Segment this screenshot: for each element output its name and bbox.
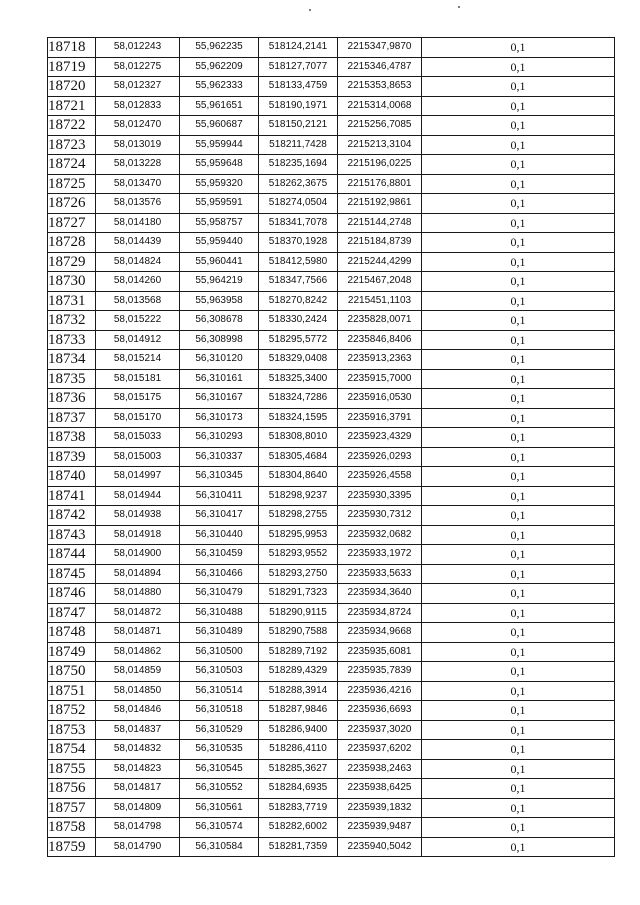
accuracy-cell: 0,1 [422,135,615,155]
longitude-cell: 55,959320 [180,174,259,194]
x-coordinate-cell: 518325,3400 [259,369,338,389]
point-number-cell: 18718 [48,38,96,58]
x-coordinate-cell: 518341,7078 [259,213,338,233]
table-row [48,135,615,155]
table-row [48,584,615,604]
table-row [48,837,615,857]
x-coordinate-cell: 518262,3675 [259,174,338,194]
y-coordinate-cell: 2215213,3104 [338,135,422,155]
x-coordinate-cell: 518324,7286 [259,389,338,409]
point-number-cell: 18734 [48,350,96,370]
y-coordinate-cell: 2235939,1832 [338,798,422,818]
accuracy-cell: 0,1 [422,584,615,604]
longitude-cell: 56,308998 [180,330,259,350]
point-number-cell: 18747 [48,603,96,623]
x-coordinate-cell: 518211,7428 [259,135,338,155]
y-coordinate-cell: 2235913,2363 [338,350,422,370]
x-coordinate-cell: 518293,9552 [259,545,338,565]
latitude-cell: 58,014846 [96,701,180,721]
latitude-cell: 58,014832 [96,740,180,760]
longitude-cell: 56,310500 [180,642,259,662]
accuracy-cell: 0,1 [422,623,615,643]
y-coordinate-cell: 2215192,9861 [338,194,422,214]
point-number-cell: 18745 [48,564,96,584]
point-number-cell: 18744 [48,545,96,565]
x-coordinate-cell: 518329,0408 [259,350,338,370]
latitude-cell: 58,014180 [96,213,180,233]
longitude-cell: 56,310173 [180,408,259,428]
y-coordinate-cell: 2235939,9487 [338,818,422,838]
y-coordinate-cell: 2235935,7839 [338,662,422,682]
latitude-cell: 58,014944 [96,486,180,506]
table-row [48,252,615,272]
accuracy-cell: 0,1 [422,174,615,194]
y-coordinate-cell: 2215346,4787 [338,57,422,77]
table-row [48,116,615,136]
point-number-cell: 18736 [48,389,96,409]
longitude-cell: 56,310529 [180,720,259,740]
point-number-cell: 18722 [48,116,96,136]
point-number-cell: 18726 [48,194,96,214]
accuracy-cell: 0,1 [422,486,615,506]
longitude-cell: 56,310417 [180,506,259,526]
latitude-cell: 58,013228 [96,155,180,175]
x-coordinate-cell: 518282,6002 [259,818,338,838]
y-coordinate-cell: 2235915,7000 [338,369,422,389]
longitude-cell: 56,310518 [180,701,259,721]
latitude-cell: 58,014260 [96,272,180,292]
coordinates-table [47,37,615,857]
accuracy-cell: 0,1 [422,252,615,272]
x-coordinate-cell: 518295,5772 [259,330,338,350]
accuracy-cell: 0,1 [422,798,615,818]
longitude-cell: 55,958757 [180,213,259,233]
table-row [48,330,615,350]
accuracy-cell: 0,1 [422,194,615,214]
latitude-cell: 58,015214 [96,350,180,370]
latitude-cell: 58,014997 [96,467,180,487]
point-number-cell: 18727 [48,213,96,233]
latitude-cell: 58,013576 [96,194,180,214]
longitude-cell: 56,310489 [180,623,259,643]
table-row [48,57,615,77]
accuracy-cell: 0,1 [422,38,615,58]
y-coordinate-cell: 2235934,3640 [338,584,422,604]
longitude-cell: 56,310584 [180,837,259,857]
x-coordinate-cell: 518235,1694 [259,155,338,175]
point-number-cell: 18755 [48,759,96,779]
longitude-cell: 56,310337 [180,447,259,467]
x-coordinate-cell: 518290,7588 [259,623,338,643]
accuracy-cell: 0,1 [422,291,615,311]
latitude-cell: 58,012327 [96,77,180,97]
table-row [48,428,615,448]
y-coordinate-cell: 2215451,1103 [338,291,422,311]
y-coordinate-cell: 2235936,6693 [338,701,422,721]
longitude-cell: 56,310440 [180,525,259,545]
accuracy-cell: 0,1 [422,779,615,799]
x-coordinate-cell: 518124,2141 [259,38,338,58]
latitude-cell: 58,014938 [96,506,180,526]
accuracy-cell: 0,1 [422,233,615,253]
y-coordinate-cell: 2215184,8739 [338,233,422,253]
accuracy-cell: 0,1 [422,720,615,740]
longitude-cell: 55,962333 [180,77,259,97]
latitude-cell: 58,015170 [96,408,180,428]
point-number-cell: 18748 [48,623,96,643]
latitude-cell: 58,015181 [96,369,180,389]
x-coordinate-cell: 518291,7323 [259,584,338,604]
longitude-cell: 56,310120 [180,350,259,370]
table-row [48,779,615,799]
y-coordinate-cell: 2215314,0068 [338,96,422,116]
x-coordinate-cell: 518288,3914 [259,681,338,701]
table-row [48,740,615,760]
table-row [48,623,615,643]
accuracy-cell: 0,1 [422,77,615,97]
latitude-cell: 58,014823 [96,759,180,779]
y-coordinate-cell: 2235940,5042 [338,837,422,857]
longitude-cell: 56,310411 [180,486,259,506]
longitude-cell: 55,959648 [180,155,259,175]
accuracy-cell: 0,1 [422,564,615,584]
table-row [48,798,615,818]
accuracy-cell: 0,1 [422,467,615,487]
latitude-cell: 58,014912 [96,330,180,350]
table-row [48,389,615,409]
longitude-cell: 56,310167 [180,389,259,409]
accuracy-cell: 0,1 [422,369,615,389]
y-coordinate-cell: 2235930,7312 [338,506,422,526]
latitude-cell: 58,014439 [96,233,180,253]
x-coordinate-cell: 518283,7719 [259,798,338,818]
longitude-cell: 56,310479 [180,584,259,604]
table-row [48,506,615,526]
accuracy-cell: 0,1 [422,506,615,526]
table-row [48,213,615,233]
accuracy-cell: 0,1 [422,350,615,370]
latitude-cell: 58,015003 [96,447,180,467]
y-coordinate-cell: 2235933,1972 [338,545,422,565]
y-coordinate-cell: 2215256,7085 [338,116,422,136]
table-row [48,525,615,545]
y-coordinate-cell: 2215176,8801 [338,174,422,194]
longitude-cell: 56,310459 [180,545,259,565]
longitude-cell: 55,963958 [180,291,259,311]
longitude-cell: 56,310561 [180,798,259,818]
accuracy-cell: 0,1 [422,428,615,448]
y-coordinate-cell: 2235846,8406 [338,330,422,350]
point-number-cell: 18738 [48,428,96,448]
y-coordinate-cell: 2215244,4299 [338,252,422,272]
x-coordinate-cell: 518289,7192 [259,642,338,662]
point-number-cell: 18725 [48,174,96,194]
longitude-cell: 55,959591 [180,194,259,214]
point-number-cell: 18731 [48,291,96,311]
x-coordinate-cell: 518289,4329 [259,662,338,682]
latitude-cell: 58,014850 [96,681,180,701]
y-coordinate-cell: 2235936,4216 [338,681,422,701]
table-row [48,467,615,487]
y-coordinate-cell: 2235937,6202 [338,740,422,760]
table-row [48,681,615,701]
table-row [48,759,615,779]
x-coordinate-cell: 518287,9846 [259,701,338,721]
latitude-cell: 58,014862 [96,642,180,662]
latitude-cell: 58,014894 [96,564,180,584]
table-row [48,447,615,467]
latitude-cell: 58,013470 [96,174,180,194]
table-row [48,174,615,194]
y-coordinate-cell: 2235938,2463 [338,759,422,779]
table-row [48,77,615,97]
latitude-cell: 58,014871 [96,623,180,643]
longitude-cell: 56,310503 [180,662,259,682]
point-number-cell: 18733 [48,330,96,350]
longitude-cell: 55,961651 [180,96,259,116]
point-number-cell: 18752 [48,701,96,721]
x-coordinate-cell: 518284,6935 [259,779,338,799]
longitude-cell: 56,310545 [180,759,259,779]
x-coordinate-cell: 518295,9953 [259,525,338,545]
latitude-cell: 58,015175 [96,389,180,409]
latitude-cell: 58,012243 [96,38,180,58]
x-coordinate-cell: 518304,8640 [259,467,338,487]
longitude-cell: 56,310293 [180,428,259,448]
longitude-cell: 55,962235 [180,38,259,58]
table-row [48,545,615,565]
longitude-cell: 56,310466 [180,564,259,584]
accuracy-cell: 0,1 [422,116,615,136]
table-row [48,96,615,116]
y-coordinate-cell: 2235937,3020 [338,720,422,740]
x-coordinate-cell: 518324,1595 [259,408,338,428]
point-number-cell: 18742 [48,506,96,526]
table-row [48,486,615,506]
x-coordinate-cell: 518285,3627 [259,759,338,779]
y-coordinate-cell: 2215347,9870 [338,38,422,58]
latitude-cell: 58,013019 [96,135,180,155]
accuracy-cell: 0,1 [422,330,615,350]
latitude-cell: 58,014798 [96,818,180,838]
latitude-cell: 58,012470 [96,116,180,136]
longitude-cell: 56,310161 [180,369,259,389]
y-coordinate-cell: 2235938,6425 [338,779,422,799]
x-coordinate-cell: 518293,2750 [259,564,338,584]
point-number-cell: 18737 [48,408,96,428]
point-number-cell: 18721 [48,96,96,116]
point-number-cell: 18751 [48,681,96,701]
x-coordinate-cell: 518298,2755 [259,506,338,526]
point-number-cell: 18730 [48,272,96,292]
accuracy-cell: 0,1 [422,389,615,409]
latitude-cell: 58,014817 [96,779,180,799]
longitude-cell: 56,310535 [180,740,259,760]
table-row [48,701,615,721]
latitude-cell: 58,014900 [96,545,180,565]
point-number-cell: 18757 [48,798,96,818]
longitude-cell: 56,310552 [180,779,259,799]
longitude-cell: 55,959944 [180,135,259,155]
latitude-cell: 58,014872 [96,603,180,623]
latitude-cell: 58,014837 [96,720,180,740]
y-coordinate-cell: 2235930,3395 [338,486,422,506]
table-row [48,350,615,370]
point-number-cell: 18729 [48,252,96,272]
table-row [48,194,615,214]
longitude-cell: 56,308678 [180,311,259,331]
x-coordinate-cell: 518286,4110 [259,740,338,760]
accuracy-cell: 0,1 [422,681,615,701]
latitude-cell: 58,015033 [96,428,180,448]
accuracy-cell: 0,1 [422,545,615,565]
table-row [48,155,615,175]
x-coordinate-cell: 518298,9237 [259,486,338,506]
y-coordinate-cell: 2235934,8724 [338,603,422,623]
accuracy-cell: 0,1 [422,447,615,467]
point-number-cell: 18728 [48,233,96,253]
accuracy-cell: 0,1 [422,818,615,838]
table-row [48,272,615,292]
accuracy-cell: 0,1 [422,311,615,331]
latitude-cell: 58,015222 [96,311,180,331]
x-coordinate-cell: 518305,4684 [259,447,338,467]
accuracy-cell: 0,1 [422,57,615,77]
scan-speck [309,9,311,11]
point-number-cell: 18735 [48,369,96,389]
x-coordinate-cell: 518330,2424 [259,311,338,331]
scan-speck [458,6,460,8]
x-coordinate-cell: 518270,8242 [259,291,338,311]
accuracy-cell: 0,1 [422,525,615,545]
accuracy-cell: 0,1 [422,701,615,721]
y-coordinate-cell: 2235916,0530 [338,389,422,409]
accuracy-cell: 0,1 [422,759,615,779]
point-number-cell: 18743 [48,525,96,545]
y-coordinate-cell: 2235926,0293 [338,447,422,467]
x-coordinate-cell: 518308,8010 [259,428,338,448]
latitude-cell: 58,014790 [96,837,180,857]
y-coordinate-cell: 2235935,6081 [338,642,422,662]
longitude-cell: 56,310574 [180,818,259,838]
coordinates-table-body [48,38,615,857]
x-coordinate-cell: 518150,2121 [259,116,338,136]
accuracy-cell: 0,1 [422,155,615,175]
x-coordinate-cell: 518274,0504 [259,194,338,214]
y-coordinate-cell: 2235933,5633 [338,564,422,584]
longitude-cell: 56,310514 [180,681,259,701]
latitude-cell: 58,012275 [96,57,180,77]
y-coordinate-cell: 2215196,0225 [338,155,422,175]
table-row [48,720,615,740]
longitude-cell: 55,960687 [180,116,259,136]
accuracy-cell: 0,1 [422,603,615,623]
point-number-cell: 18720 [48,77,96,97]
longitude-cell: 56,310345 [180,467,259,487]
y-coordinate-cell: 2215353,8653 [338,77,422,97]
accuracy-cell: 0,1 [422,96,615,116]
y-coordinate-cell: 2235934,9668 [338,623,422,643]
latitude-cell: 58,014859 [96,662,180,682]
longitude-cell: 55,964219 [180,272,259,292]
point-number-cell: 18732 [48,311,96,331]
x-coordinate-cell: 518133,4759 [259,77,338,97]
point-number-cell: 18758 [48,818,96,838]
y-coordinate-cell: 2235932,0682 [338,525,422,545]
longitude-cell: 55,962209 [180,57,259,77]
latitude-cell: 58,014809 [96,798,180,818]
y-coordinate-cell: 2215467,2048 [338,272,422,292]
latitude-cell: 58,014880 [96,584,180,604]
table-row [48,642,615,662]
accuracy-cell: 0,1 [422,740,615,760]
x-coordinate-cell: 518412,5980 [259,252,338,272]
y-coordinate-cell: 2215144,2748 [338,213,422,233]
accuracy-cell: 0,1 [422,408,615,428]
x-coordinate-cell: 518286,9400 [259,720,338,740]
x-coordinate-cell: 518290,9115 [259,603,338,623]
point-number-cell: 18719 [48,57,96,77]
point-number-cell: 18749 [48,642,96,662]
accuracy-cell: 0,1 [422,213,615,233]
accuracy-cell: 0,1 [422,837,615,857]
longitude-cell: 56,310488 [180,603,259,623]
y-coordinate-cell: 2235926,4558 [338,467,422,487]
accuracy-cell: 0,1 [422,662,615,682]
table-row [48,603,615,623]
table-row [48,233,615,253]
point-number-cell: 18739 [48,447,96,467]
longitude-cell: 55,959440 [180,233,259,253]
x-coordinate-cell: 518347,7566 [259,272,338,292]
point-number-cell: 18759 [48,837,96,857]
latitude-cell: 58,013568 [96,291,180,311]
latitude-cell: 58,012833 [96,96,180,116]
table-row [48,662,615,682]
latitude-cell: 58,014918 [96,525,180,545]
y-coordinate-cell: 2235916,3791 [338,408,422,428]
x-coordinate-cell: 518281,7359 [259,837,338,857]
x-coordinate-cell: 518190,1971 [259,96,338,116]
point-number-cell: 18724 [48,155,96,175]
point-number-cell: 18750 [48,662,96,682]
table-row [48,311,615,331]
longitude-cell: 55,960441 [180,252,259,272]
table-row [48,38,615,58]
point-number-cell: 18753 [48,720,96,740]
table-row [48,291,615,311]
accuracy-cell: 0,1 [422,642,615,662]
x-coordinate-cell: 518370,1928 [259,233,338,253]
point-number-cell: 18754 [48,740,96,760]
accuracy-cell: 0,1 [422,272,615,292]
table-row [48,818,615,838]
point-number-cell: 18740 [48,467,96,487]
point-number-cell: 18746 [48,584,96,604]
point-number-cell: 18756 [48,779,96,799]
x-coordinate-cell: 518127,7077 [259,57,338,77]
table-row [48,564,615,584]
y-coordinate-cell: 2235828,0071 [338,311,422,331]
table-row [48,408,615,428]
latitude-cell: 58,014824 [96,252,180,272]
point-number-cell: 18741 [48,486,96,506]
point-number-cell: 18723 [48,135,96,155]
y-coordinate-cell: 2235923,4329 [338,428,422,448]
table-row [48,369,615,389]
